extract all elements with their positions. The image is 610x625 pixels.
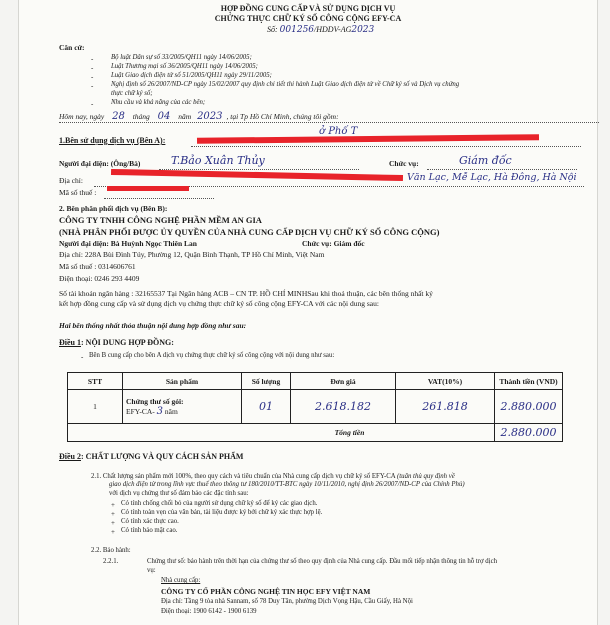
divider [59, 122, 599, 123]
party-b-bank-line2: kết hợp đồng cung cấp và sử dụng dịch vụ chứng thực chữ ký số công cộng EFY-CA với các nội dung sau: [59, 299, 379, 308]
party-a-position-hand: Giám đốc [459, 154, 512, 167]
redaction-mark [111, 169, 403, 181]
table-total-row [68, 424, 563, 442]
party-a-address-hand: Văn Lạc, Mễ Lạc, Hà Đông, Hà Nội [407, 172, 577, 183]
cell-product [123, 390, 242, 424]
plus-icon: + [111, 501, 115, 509]
dash-icon: - [91, 73, 94, 81]
party-a-tax-label: Mã số thuế : [59, 188, 97, 197]
party-a-address-label: Địa chỉ: [59, 176, 83, 185]
col-vat: VAT(10%) [396, 373, 495, 390]
quality-bullet-4: Có tính bảo mật cao. [121, 527, 178, 534]
date-day-hand: 28 [112, 111, 125, 122]
product-line1: Chứng thư số gói: [126, 396, 184, 406]
article-2-1-line1 [91, 473, 455, 480]
party-b-heading: 2. Bên phân phối dịch vụ (Bên B): [59, 204, 168, 213]
can-cu-item-4: Nghị định số 26/2007/ND-CP ngày 15/02/2007 quy định chi tiết thi hành Luật Giao dịch điện tử về Chữ ký số và Dịch vụ chứng [111, 81, 460, 88]
plus-icon: + [111, 510, 115, 518]
col-price: Đơn giá [291, 373, 396, 390]
quality-bullet-2: Có tính toàn vẹn của văn bản, tài liệu được ký bởi chữ ký xác thực hợp lệ. [121, 509, 323, 516]
table-row [68, 390, 563, 424]
contract-number-suffix: /HDDV-AG [314, 25, 352, 34]
article-2-1-text: 2.1. Chất lượng sản phẩm mới 100%, theo quy cách và tiêu chuẩn của Nhà cung cấp dịch vụ chữ ký số EFY-CA [91, 473, 396, 480]
cell-qty-hand: 01 [242, 390, 291, 424]
contract-year-hand: 2023 [351, 25, 375, 35]
party-b-phone: Điện thoại: 0246 293 4409 [59, 274, 140, 283]
party-a-rep-label: Người đại diện: (Ông/Bà) [59, 159, 141, 168]
quality-bullet-1: Có tính chống chối bỏ của người sử dụng chữ ký số để ký các giao dịch. [121, 500, 318, 507]
party-b-subtitle: (NHÀ PHÂN PHỐI ĐƯỢC ỦY QUYỀN CỦA NHÀ CUNG CẤP DỊCH VỤ CHỮ KÝ SỐ CÔNG CỘNG) [59, 227, 440, 237]
redaction-mark [107, 186, 189, 191]
total-label: Tổng tiền [68, 424, 495, 442]
dash-icon: - [81, 353, 84, 361]
date-year-hand: 2023 [197, 111, 223, 122]
tax-line [104, 198, 214, 199]
article-2-prefix: Điều 2 [59, 452, 81, 461]
can-cu-item-2: Luật Thương mại số 36/2005/QH11 ngày 14/06/2005; [111, 63, 258, 70]
party-b-tax: Mã số thuế : 0314606761 [59, 262, 136, 271]
article-1-intro: Bên B cung cấp cho bên A dịch vụ chứng thực chữ ký số công cộng với nội dung như sau: [89, 352, 335, 359]
date-month-label: tháng [132, 112, 150, 121]
agreement-line: Hai bên thống nhất thỏa thuận nội dung hợp đồng như sau: [59, 321, 247, 330]
article-2-1-italic: (tuân thủ quy định về [397, 473, 455, 480]
dash-icon: - [91, 64, 94, 72]
party-a-position-label: Chức vụ: [389, 159, 419, 168]
party-b-rep: Người đại diện: Bà Huỳnh Ngọc Thiên Lan [59, 239, 197, 248]
contract-title-line1: HỢP ĐỒNG CUNG CẤP VÀ SỬ DỤNG DỊCH VỤ [220, 4, 396, 13]
company-name-line [191, 146, 581, 147]
document-page [18, 0, 598, 625]
article-2-title: : CHẤT LƯỢNG VÀ QUY CÁCH SẢN PHẨM [81, 452, 244, 461]
date-line [59, 111, 339, 122]
service-table [67, 372, 563, 442]
col-stt: STT [68, 373, 123, 390]
cell-price-hand: 2.618.182 [291, 390, 396, 424]
plus-icon: + [111, 528, 115, 536]
date-year-label: năm [178, 112, 192, 121]
article-2-1-line2: giao dịch điện tử trong lĩnh vực thuế theo thông tư 180/2010/TT-BTC ngày 10/11/2010, nghị định 26/2007/ND-CP của Chính Phủ) [109, 481, 465, 488]
redaction-mark [197, 134, 539, 144]
warranty-1-line1: Chứng thư số: bảo hành trên thời hạn của chứng thư số theo quy định của Nhà cung cấp. Đầu mối tiếp nhận thông tin hỗ trợ dịch [147, 558, 497, 565]
provider-phone: Điện thoại: 1900 6142 - 1900 6139 [161, 608, 257, 615]
total-value-hand: 2.880.000 [495, 424, 563, 442]
dash-icon: - [91, 100, 94, 108]
can-cu-item-1: Bộ luật Dân sự số 33/2005/QH11 ngày 14/06/2005; [111, 54, 252, 61]
quality-bullet-3: Có tính xác thực cao. [121, 518, 179, 525]
cell-stt: 1 [68, 390, 123, 424]
position-line [427, 169, 577, 170]
dash-icon: - [91, 55, 94, 63]
party-a-heading: 1.Bên sử dụng dịch vụ (Bên A): [59, 136, 166, 145]
provider-name: CÔNG TY CỔ PHẦN CÔNG NGHỆ TIN HỌC EFY VIỆT NAM [161, 587, 371, 596]
can-cu-heading: Căn cứ: [59, 43, 85, 52]
party-a-rep-hand: T.Bảo Xuân Thủy [171, 154, 265, 167]
product-code: EFY-CA- [126, 406, 155, 416]
can-cu-item-5: Nhu cầu và khả năng của các bên; [111, 99, 206, 106]
party-b-position: Chức vụ: Giám đốc [302, 239, 365, 248]
table-header-row [68, 373, 563, 390]
contract-number [267, 25, 374, 35]
warranty-heading: 2.2. Bảo hành: [91, 547, 131, 554]
provider-label: Nhà cung cấp: [161, 577, 201, 584]
dash-icon: - [91, 82, 94, 90]
col-total: Thành tiền (VND) [495, 373, 563, 390]
product-years-unit: năm [164, 406, 178, 416]
article-1-heading [59, 338, 174, 347]
date-month-hand: 04 [157, 111, 171, 122]
company-name-hand-fragment: ở Phố T [319, 126, 358, 137]
party-b-bank-line1: Số tài khoản ngân hàng : 32165537 Tại Ngân hàng ACB – CN TP. HỒ CHÍ MINHSau khi thoả thuận, các bên thống nhất ký [59, 289, 433, 298]
can-cu-item-4-cont: thực chữ ký số; [111, 90, 153, 97]
contract-number-label: Số: [267, 25, 278, 34]
warranty-1-line2: vụ: [147, 567, 156, 574]
col-qty: Số lượng [242, 373, 291, 390]
can-cu-item-3: Luật Giao dịch điện tử số 51/2005/QH11 ngày 29/11/2005; [111, 72, 272, 79]
plus-icon: + [111, 519, 115, 527]
article-1-title: : NỘI DUNG HỢP ĐỒNG: [81, 338, 174, 347]
contract-title-line2: CHỨNG THỰC CHỮ KÝ SỐ CÔNG CỘNG EFY-CA [214, 14, 402, 23]
date-suffix: , tại Tp Hồ Chí Minh, chúng tôi gồm: [226, 112, 339, 121]
article-1-prefix: Điều 1 [59, 338, 81, 347]
col-product: Sản phẩm [123, 373, 242, 390]
product-line2 [126, 406, 238, 417]
date-prefix: Hôm nay, ngày [59, 112, 105, 121]
contract-number-hand: 001256 [279, 25, 315, 35]
party-b-company: CÔNG TY TNHH CÔNG NGHỆ PHẦN MỀM AN GIA [59, 215, 262, 225]
article-2-1-line3: với dịch vụ chứng thư số đảm bảo các đặc tính sau: [109, 490, 249, 497]
cell-total-hand: 2.880.000 [495, 390, 563, 424]
article-2-heading [59, 452, 243, 461]
warranty-1-number: 2.2.1. [103, 558, 119, 565]
provider-address: Địa chỉ: Tầng 9 tòa nhà Sannam, số 78 Duy Tân, phường Dịch Vọng Hậu, Cầu Giấy, Hà Nội [161, 598, 413, 605]
product-years-hand: 3 [156, 405, 164, 417]
cell-vat-hand: 261.818 [396, 390, 495, 424]
party-b-address: Địa chỉ: 228A Bùi Đình Túy, Phường 12, Quận Bình Thạnh, TP Hồ Chí Minh, Việt Nam [59, 250, 325, 259]
